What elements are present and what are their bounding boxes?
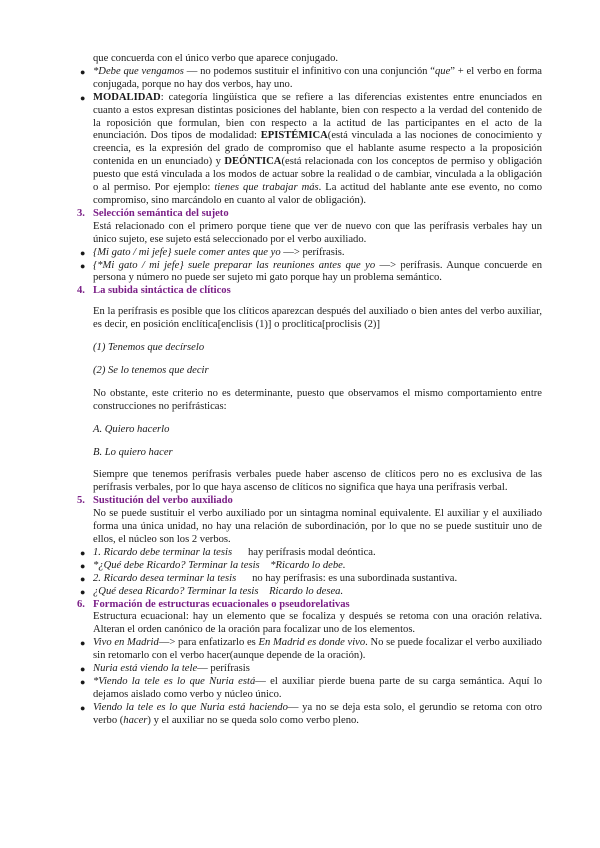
list-item: ● Nuria está viendo la tele— perífrasis (80, 663, 250, 675)
paragraph: No se puede sustituir el verbo auxiliado por un sintagma nominal equivalente. El auxiliar y el auxiliado forma una única unidad, no hay una relación de subordinación, por lo que no se puede sustituir uno de ellos, el núcleo son los 2 verbos. (93, 508, 542, 545)
example-line: (2) Se lo tenemos que decir (93, 364, 209, 376)
paragraph: No obstante, este criterio no es determinante, puesto que observamos el mismo comportamiento entre construcciones no perifrásticas: (93, 387, 542, 412)
bullet-icon: ● (80, 247, 86, 258)
bullet-icon: ● (80, 260, 86, 271)
bullet-icon: ● (80, 547, 86, 558)
section-heading: 6. Formación de estructuras ecuacionales o pseudorelativas (77, 598, 350, 610)
bullet-icon: ● (80, 586, 86, 597)
bullet-icon: ● (80, 702, 86, 713)
paragraph: En la perífrasis es posible que los clíticos aparezcan después del auxiliado o bien antes del verbo auxiliar, es decir, en posición enclítica[enclisis (1)] o proclítica[proclisis (2)] (93, 306, 542, 331)
bullet-icon: ● (80, 92, 86, 103)
example-line: A. Quiero hacerlo (93, 423, 170, 435)
example-line: B. Lo quiero hacer (93, 446, 173, 458)
paragraph: Está relacionado con el primero porque tiene que ver de nuevo con que las perífrasis verbales hay un único sujeto, ese sujeto está seleccionado por el verbo auxiliado. (93, 220, 542, 245)
bullet-icon: ● (80, 66, 86, 77)
paragraph: Estructura ecuacional: hay un elemento que se focaliza y después se retoma con una oración relativa. Alteran el orden canónico de la oración para focalizar uno de los elementos. (93, 611, 542, 636)
bullet-icon: ● (80, 560, 86, 571)
list-item: ● {Mi gato / mi jefe} suele comer antes que yo —> perífrasis. (80, 246, 345, 258)
bullet-icon: ● (80, 638, 86, 649)
list-item: ● Vivo en Madrid—> para enfatizarlo es En Madrid es donde vivo. No se puede focalizar el verbo auxiliado sin retomarlo con el verbo hacer(aunque depende de la oración). (80, 637, 542, 662)
bullet-icon: ● (80, 573, 86, 584)
bullet-icon: ● (80, 676, 86, 687)
paragraph: Siempre que tenemos perífrasis verbales puede haber ascenso de clíticos pero no es exclusiva de las perífrasis verbales, por lo que haya ascenso de clíticos no significa que haya una perífrasis verbal. (93, 469, 542, 494)
list-item: ● *Debe que vengamos — no podemos sustituir el infinitivo con una conjunción “que” + el verbo en forma conjugada, porque no hay dos verbos, hay uno. (80, 65, 543, 90)
example-line: (1) Tenemos que decírselo (93, 342, 205, 354)
section-heading: 3. Selección semántica del sujeto (77, 207, 229, 219)
list-item: ● 1. Ricardo debe terminar la tesis hay perífrasis modal deóntica. (80, 546, 376, 558)
list-item: ● *¿Qué debe Ricardo? Terminar la tesis *Ricardo lo debe. (80, 559, 346, 571)
list-item: ● Viendo la tele es lo que Nuria está haciendo— ya no se deja esta solo, el gerundio se retoma con otro verbo (hacer) y el auxiliar no se queda solo como verbo pleno. (80, 701, 542, 726)
bullet-icon: ● (80, 664, 86, 675)
list-item: ● *Viendo la tele es lo que Nuria está— el auxiliar pierde buena parte de su carga semántica. Aquí lo dejamos aislado como verbo y núcleo único. (80, 675, 542, 700)
continuation-line: que concuerda con el único verbo que aparece conjugado. (93, 53, 339, 64)
list-item: ● ¿Qué desea Ricardo? Terminar la tesis Ricardo lo desea. (80, 585, 344, 597)
list-item: ● 2. Ricardo desea terminar la tesis no hay perífrasis: es una subordinada sustantiva. (80, 572, 458, 584)
list-item: ● MODALIDAD: categoría lingüística que se refiere a las diferencias existentes entre enunciados en cuanto a estos expresan distintas posiciones del hablante, bien con respecto a la verdad del contenido de la roposición que formulan, bien con respecto a la actitud de las participantes en el acto de la enunciación. Dos tipos de modalidad: EPISTÉMICA(está vinculada a las nociones de conocimiento y creencia, es la expresión del grado de compromiso que el hablante asume respecto a la proposición contenida en un enunciado) y DEÓNTICA(está relacionada con los conceptos de permiso y obligación puesto que está vinculada a los modos de actuar sobre la realidad o de cambiar, vinculada a la obligación o al permiso. Por ejemplo: tienes que trabajar más. La actitud del hablante ante ese evento, no como compromiso, sino marcándolo en cuanto al valor de obligación). (80, 91, 543, 206)
list-item: ● {*Mi gato / mi jefe} suele preparar las reuniones antes que yo —> perífrasis. Aunque concuerde en persona y número no puede ser sujeto mi gato porque hay un problema semántico. (80, 259, 542, 284)
section-heading: 5. Sustitución del verbo auxiliado (77, 495, 233, 507)
section-heading: 4. La subida sintáctica de clíticos (77, 285, 231, 297)
